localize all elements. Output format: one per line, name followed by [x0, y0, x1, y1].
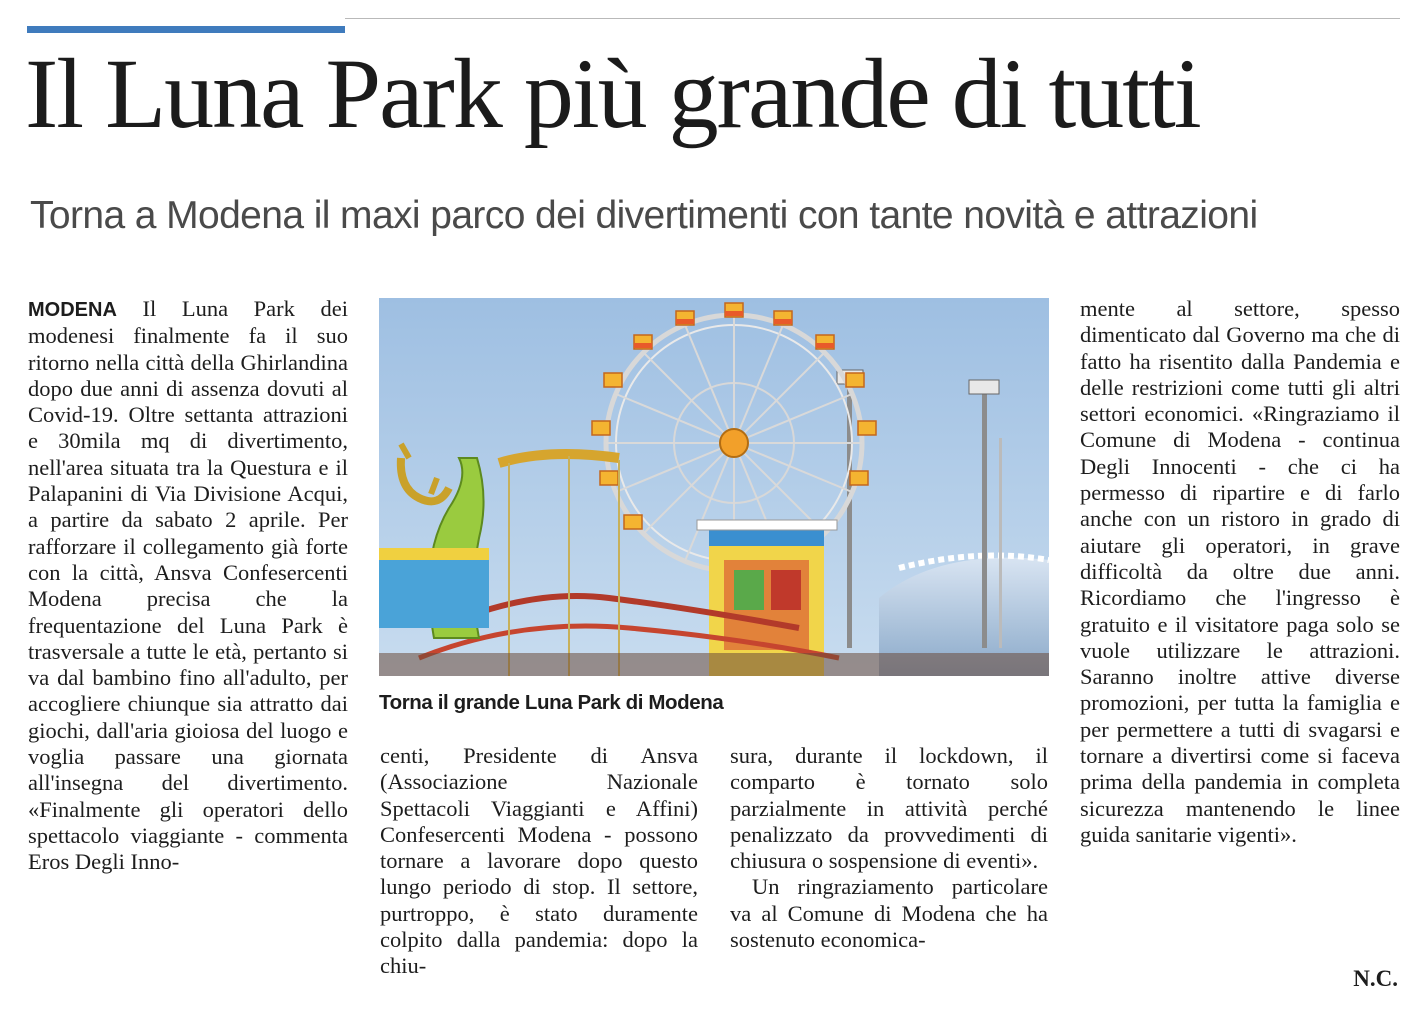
- column-3-paragraph-1: sura, durante il lockdown, il comparto è tornato solo parzialmente in attività perché penalizzato da provvedimenti di chiusura o sospensione di eventi».: [730, 743, 1048, 874]
- ferris-wheel-illustration: [379, 298, 1049, 676]
- article-column-4: [1080, 296, 1400, 848]
- article-column-1: [28, 296, 348, 876]
- author-signature: N.C.: [1353, 966, 1398, 991]
- photo-caption: Torna il grande Luna Park di Modena: [379, 691, 724, 714]
- luna-park-photo: [379, 298, 1049, 676]
- top-rule: [345, 18, 1400, 19]
- column-4-text: mente al settore, spesso dimenticato dal Governo ma che di fatto ha risentito dalla Pandemia e delle restrizioni come tutti gli altri settori economici. «Ringraziamo il Comune di Modena - continua Degli Innocenti - che ci ha permesso di ripartire e di farlo anche con un ristoro in grado di aiutare gli operatori, in grave difficoltà da oltre due anni. Ricordiamo che l'ingresso è gratuito e il visitatore paga solo se vuole utilizzare le attrazioni. Saranno inoltre attive diverse promozioni, per tutta la famiglia e per permettere a tutti di svagarsi e tornare a divertirsi come si faceva prima della pandemia in completa sicurezza mantenendo le linee guida sanitarie vigenti».: [1080, 296, 1400, 847]
- column-2-text: centi, Presidente di Ansva (Associazione Nazionale Spettacoli Viaggianti e Affini) Confesercenti Modena - possono tornare a lavorare dopo questo lungo periodo di stop. Il settore, purtroppo, è stato duramente colpito dalla pandemia: dopo la chiu-: [380, 743, 698, 979]
- column-1-paragraph: [28, 296, 348, 876]
- column-1-text: Il Luna Park dei modenesi finalmente fa il suo ritorno nella città della Ghirlandina dopo due anni di assenza dovuti al Covid-19. Oltre settanta attrazioni e 30mila mq di divertimento, nell'area situata tra la Questura e il Palapanini di Via Divisione Acqui, a partire da sabato 2 aprile. Per rafforzare il collegamento già forte con la città, Ansva Confesercenti Modena precisa che la frequentazione del Luna Park è trasversale a tutte le età, pertanto si va dal bambino fino all'adulto, per accogliere chiunque sia attratto dai giochi, dall'aria gioiosa del luogo e voglia passare una giornata all'insegna del divertimento. «Finalmente gli operatori dello spettacolo viaggiante - commenta Eros Degli Inno-: [28, 296, 348, 875]
- article-column-3: [730, 743, 1048, 953]
- section-accent-bar: [27, 26, 345, 33]
- dateline: MODENA: [28, 299, 117, 321]
- subtitle: Torna a Modena il maxi parco dei divertimenti con tante novità e attrazioni: [30, 194, 1258, 237]
- column-3-paragraph-2: Un ringraziamento particolare va al Comune di Modena che ha sostenuto economica-: [730, 874, 1048, 953]
- headline: Il Luna Park più grande di tutti: [25, 38, 1200, 149]
- article-column-2: [380, 743, 698, 980]
